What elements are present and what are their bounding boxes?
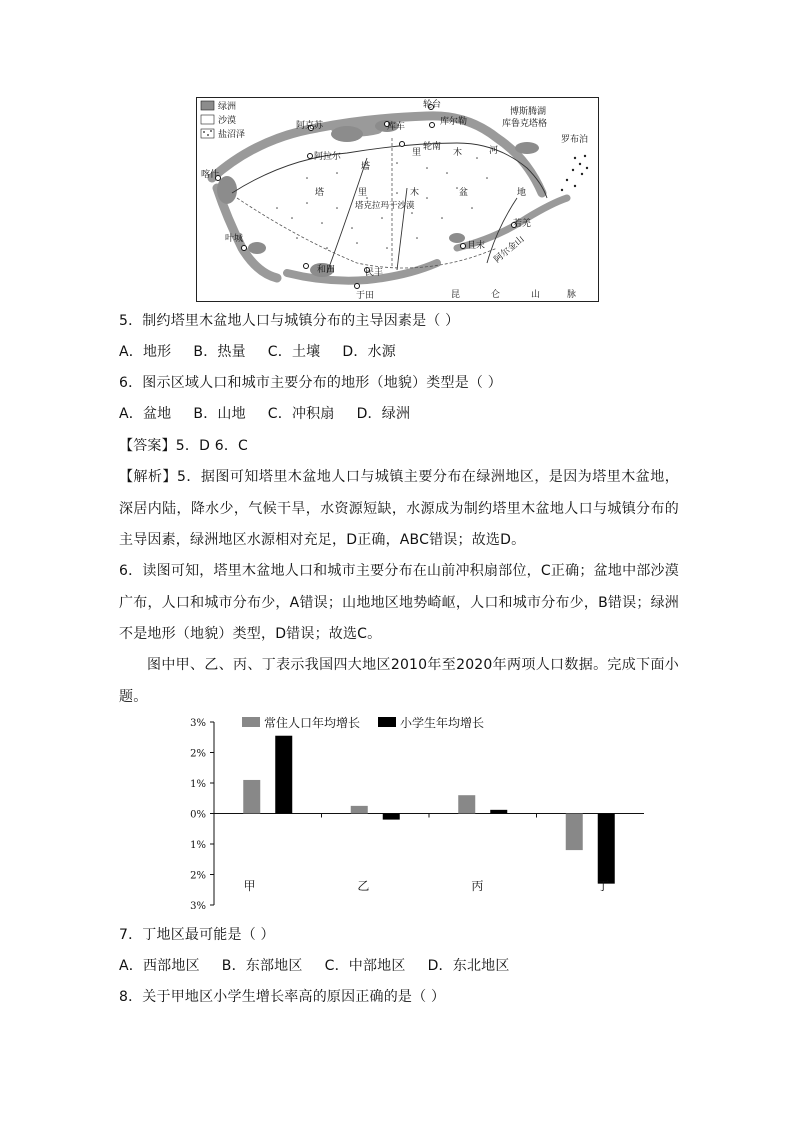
legend-label-resident: 常住人口年均增长 [264,716,361,730]
label-yutian: 于田 [356,291,375,301]
q7-option-b: B．东部地区 [221,958,303,974]
label-altun: 阿尔金山 [492,234,527,266]
analysis-paragraph-1: 【解析】5．据图可知塔里木盆地人口与城镇主要分布在绿洲地区，是因为塔里木盆地，深居内陆，降水少，气候干旱，水资源短缺，水源成为制约塔里木盆地人口与城镇分布的主导因素，绿洲地区水源相对充足，D正确，ABC错误；故选D。 [119,469,679,548]
label-korla: 库尔勒 [440,117,468,127]
label-mai: 脉 [567,290,577,300]
question-5-stem: 5．制约塔里木盆地人口与城镇分布的主导因素是（ ） [119,313,460,329]
label-mu-1: 木 [453,148,463,158]
legend-swatch-resident [242,717,260,727]
bar-pupil-1 [383,814,400,820]
analysis-paragraph-2: 6．读图可知，塔里木盆地人口和城市主要分布在山前冲积扇部位，C正确；盆地中部沙漠广布，人口和城市分布少，A错误；山地地区地势崎岖，人口和城市分布少，B错误；绿洲不是地形（地貌）类型，D错误；故选C。 [119,563,679,642]
chart-intro: 图中甲、乙、丙、丁表示我国四大地区2010年至2020年两项人口数据。完成下面小题。 [119,657,679,705]
y-tick-label: 1% [190,779,206,790]
answer-line: 【答案】5．D 6．C [119,438,249,454]
q7-option-d: D．东北地区 [427,958,510,974]
y-tick-label: 2% [190,748,206,760]
label-shan: 山 [531,290,541,300]
bar-resident-2 [458,795,475,813]
legend-salt-marsh: 盐沼泽 [218,130,246,140]
question-6-stem: 6．图示区域人口和城市主要分布的地形（地貌）类型是（ ） [119,375,502,391]
label-li-2: 里 [358,188,368,198]
q5-option-d: D．水源 [342,344,396,360]
map-legend [201,100,245,140]
q6-option-d: D．绿洲 [356,406,411,422]
legend-desert: 沙漠 [218,116,237,126]
label-he: 河 [489,146,499,156]
label-ta-2: 塔 [315,188,325,198]
bar-resident-1 [351,806,368,814]
label-aksu: 阿克苏 [296,121,324,131]
q6-option-a: A．盆地 [119,406,172,422]
label-ta-1: 塔 [361,162,371,172]
category-label-1: 乙 [357,879,370,893]
bar-resident-0 [243,780,260,814]
y-tick-label: 1% [190,840,206,851]
label-ruoqiang: 若羌 [513,219,532,229]
label-li-1: 里 [412,148,422,158]
category-label-3: 丁 [597,879,610,893]
label-alar: 阿拉尔 [314,152,342,162]
legend-oasis: 绿洲 [218,102,237,112]
bars [243,736,615,884]
question-5-options [119,342,418,362]
category-label-2: 丙 [471,879,484,893]
q7-option-c: C．中部地区 [324,958,406,974]
label-pen: 盆 [459,188,469,198]
y-tick-label: 3% [190,901,206,912]
label-qiemo: 且末 [467,241,486,251]
label-kuruktag: 库鲁克塔格 [502,119,548,129]
label-lunnan: 轮南 [423,142,442,152]
q7-option-a: A．西部地区 [119,958,200,974]
category-label-0: 甲 [243,879,256,893]
label-hotan: 和田 [317,265,336,275]
question-7-stem: 7．丁地区最可能是（ ） [119,927,275,943]
y-tick-label: 0% [190,809,206,821]
q6-option-b: B．山地 [193,406,246,422]
label-kun: 昆 [451,290,461,300]
bar-pupil-3 [598,814,615,884]
y-tick-label: 3% [190,718,206,729]
label-mu-2: 木 [410,188,420,198]
legend-swatch-pupil [378,717,396,727]
label-yecheng: 叶城 [225,234,244,244]
question-6-options [119,404,432,424]
mountain-shading [212,116,567,281]
population-chart [178,707,658,912]
legend-label-pupil: 小学生年均增长 [400,716,485,730]
label-kuqa: 库车 [387,122,406,132]
bar-pupil-0 [275,736,292,814]
question-7-options [119,956,532,976]
tarim-basin-map [196,97,599,302]
x-labels [243,879,609,893]
label-bosten-lake: 博斯腾湖 [510,107,547,117]
q5-option-a: A．地形 [119,344,172,360]
question-8-stem: 8．关于甲地区小学生增长率高的原因正确的是（ ） [119,989,446,1005]
label-minfeng: 民丰 [365,268,384,278]
label-lop-nur: 罗布泊 [561,135,589,145]
bar-pupil-2 [490,810,507,814]
q5-option-b: B．热量 [193,344,246,360]
q5-option-c: C．土壤 [267,344,321,360]
y-tick-label: 2% [190,870,206,882]
salt-marsh [561,155,588,191]
label-luntai: 轮台 [423,100,442,110]
label-kashgar: 喀什 [201,170,220,180]
q6-option-c: C．冲积扇 [267,406,335,422]
label-di: 地 [517,188,527,198]
chart-legend [242,715,484,730]
label-taklimakan: 塔克拉玛干沙漠 [355,201,415,211]
bar-resident-3 [566,814,583,851]
label-lun: 仑 [491,290,501,300]
